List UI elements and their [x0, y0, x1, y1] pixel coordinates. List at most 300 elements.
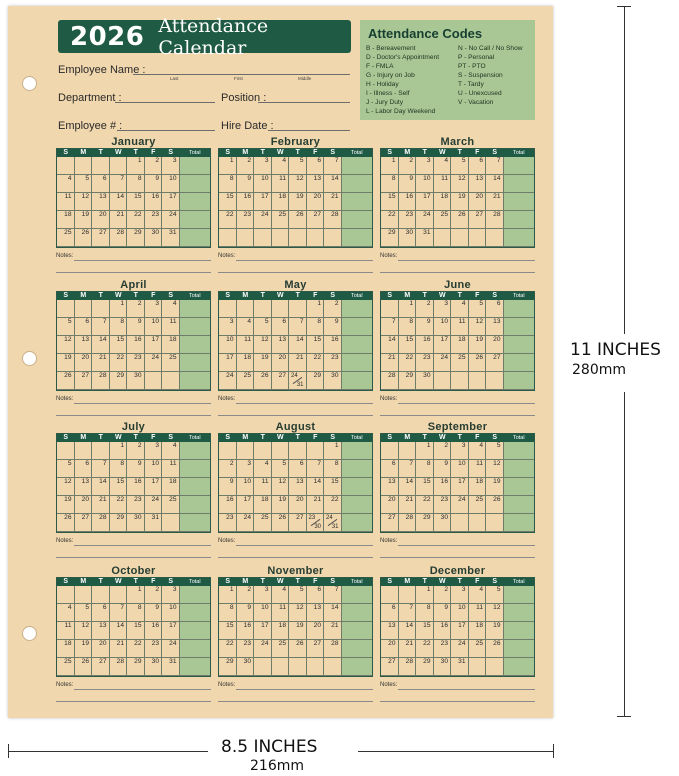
day-cell[interactable]: 26 — [486, 640, 504, 658]
day-cell[interactable]: 17 — [434, 336, 452, 354]
day-cell[interactable]: 11 — [254, 478, 272, 496]
day-cell[interactable]: 15 — [110, 336, 128, 354]
day-cell[interactable]: 14 — [307, 478, 325, 496]
day-cell[interactable]: 16 — [237, 622, 255, 640]
day-cell[interactable]: 22 — [416, 496, 434, 514]
total-cell[interactable] — [180, 193, 211, 211]
day-cell[interactable]: 2 — [324, 300, 342, 318]
day-cell[interactable]: 3 — [416, 157, 434, 175]
day-cell[interactable]: 6 — [381, 460, 399, 478]
day-cell[interactable]: 26 — [75, 229, 93, 247]
day-cell[interactable] — [469, 658, 487, 676]
day-cell[interactable]: 21 — [381, 354, 399, 372]
day-cell[interactable] — [324, 229, 342, 247]
day-cell[interactable]: 15 — [399, 336, 417, 354]
day-cell[interactable]: 3 — [162, 586, 180, 604]
day-cell[interactable] — [381, 300, 399, 318]
notes-line[interactable] — [74, 689, 211, 690]
day-cell[interactable] — [75, 586, 93, 604]
day-cell[interactable]: 6 — [289, 460, 307, 478]
day-cell[interactable]: 29 — [219, 658, 237, 676]
day-cell[interactable]: 4 — [162, 442, 180, 460]
day-cell[interactable]: 18 — [237, 354, 255, 372]
day-cell[interactable]: 7 — [110, 604, 128, 622]
day-cell[interactable] — [486, 229, 504, 247]
total-cell[interactable] — [180, 211, 211, 229]
day-cell[interactable]: 13 — [92, 622, 110, 640]
total-cell[interactable] — [504, 336, 535, 354]
total-cell[interactable] — [342, 622, 373, 640]
day-cell[interactable]: 1 — [219, 157, 237, 175]
day-cell[interactable]: 17 — [219, 354, 237, 372]
day-cell[interactable] — [289, 442, 307, 460]
day-cell[interactable]: 9 — [416, 318, 434, 336]
day-cell[interactable]: 24 — [254, 211, 272, 229]
day-cell[interactable]: 18 — [162, 336, 180, 354]
day-cell[interactable]: 8 — [416, 460, 434, 478]
day-cell[interactable]: 1 — [381, 157, 399, 175]
day-cell[interactable]: 9 — [434, 460, 452, 478]
day-cell[interactable]: 24 — [416, 211, 434, 229]
day-cell[interactable] — [162, 514, 180, 532]
day-cell[interactable]: 1 — [110, 300, 128, 318]
day-cell[interactable]: 17 — [162, 193, 180, 211]
day-cell[interactable]: 9 — [127, 460, 145, 478]
day-cell[interactable]: 17 — [145, 478, 163, 496]
day-cell[interactable]: 28 — [92, 372, 110, 390]
day-cell[interactable]: 14 — [289, 336, 307, 354]
day-cell[interactable]: 25 — [451, 354, 469, 372]
day-cell[interactable]: 6 — [307, 157, 325, 175]
day-cell[interactable] — [399, 586, 417, 604]
day-cell[interactable]: 17 — [237, 496, 255, 514]
day-cell[interactable]: 6 — [381, 604, 399, 622]
day-cell[interactable]: 8 — [127, 175, 145, 193]
day-cell[interactable]: 14 — [381, 336, 399, 354]
day-cell[interactable]: 25 — [57, 229, 75, 247]
day-cell[interactable]: 26 — [289, 211, 307, 229]
day-cell[interactable]: 27 — [92, 658, 110, 676]
day-cell[interactable]: 23 — [399, 211, 417, 229]
employee-number-line[interactable] — [117, 130, 215, 131]
day-cell[interactable]: 9 — [434, 604, 452, 622]
day-cell[interactable]: 14 — [110, 622, 128, 640]
day-cell[interactable]: 27 — [307, 640, 325, 658]
day-cell[interactable]: 28 — [324, 211, 342, 229]
day-cell[interactable]: 23 — [127, 496, 145, 514]
day-cell[interactable]: 16 — [145, 193, 163, 211]
day-cell[interactable]: 24 — [219, 372, 237, 390]
day-cell[interactable]: 28 — [110, 658, 128, 676]
day-cell[interactable]: 17 — [145, 336, 163, 354]
day-cell[interactable]: 16 — [145, 622, 163, 640]
day-cell[interactable]: 11 — [451, 318, 469, 336]
day-cell[interactable]: 28 — [92, 514, 110, 532]
day-cell[interactable]: 6 — [75, 318, 93, 336]
day-cell[interactable]: 20 — [381, 640, 399, 658]
day-cell[interactable]: 28 — [399, 514, 417, 532]
day-cell[interactable]: 1 — [127, 586, 145, 604]
day-cell[interactable]: 16 — [399, 193, 417, 211]
notes-line[interactable] — [236, 403, 373, 404]
day-cell[interactable]: 10 — [254, 175, 272, 193]
day-cell[interactable]: 23 — [237, 640, 255, 658]
day-cell[interactable]: 18 — [162, 478, 180, 496]
day-cell[interactable]: 16 — [219, 496, 237, 514]
day-cell[interactable]: 10 — [451, 604, 469, 622]
day-cell[interactable]: 24 — [145, 354, 163, 372]
day-cell[interactable] — [75, 300, 93, 318]
day-cell[interactable]: 19 — [57, 354, 75, 372]
notes-line[interactable] — [398, 403, 535, 404]
day-cell[interactable]: 10 — [451, 460, 469, 478]
day-cell[interactable]: 7 — [289, 318, 307, 336]
day-cell[interactable]: 10 — [145, 460, 163, 478]
day-cell[interactable] — [307, 442, 325, 460]
day-cell[interactable]: 25 — [162, 496, 180, 514]
total-cell[interactable] — [180, 514, 211, 532]
total-cell[interactable] — [504, 640, 535, 658]
day-cell[interactable]: 29 — [110, 514, 128, 532]
total-cell[interactable] — [504, 175, 535, 193]
day-cell[interactable] — [289, 229, 307, 247]
day-cell[interactable] — [486, 658, 504, 676]
notes-line[interactable] — [56, 415, 211, 416]
day-cell[interactable]: 18 — [469, 622, 487, 640]
day-cell[interactable]: 13 — [272, 336, 290, 354]
day-cell[interactable]: 1 — [307, 300, 325, 318]
total-cell[interactable] — [504, 658, 535, 676]
total-cell[interactable] — [180, 318, 211, 336]
day-cell[interactable]: 12 — [451, 175, 469, 193]
day-cell[interactable]: 25 — [272, 640, 290, 658]
total-cell[interactable] — [504, 157, 535, 175]
department-line[interactable] — [115, 102, 215, 103]
day-cell[interactable] — [289, 300, 307, 318]
day-cell[interactable]: 18 — [434, 193, 452, 211]
day-cell[interactable]: 11 — [469, 604, 487, 622]
day-cell[interactable]: 8 — [399, 318, 417, 336]
day-cell[interactable]: 4 — [469, 442, 487, 460]
day-cell[interactable]: 18 — [57, 211, 75, 229]
day-cell[interactable]: 7 — [324, 586, 342, 604]
day-cell[interactable]: 7 — [307, 460, 325, 478]
day-cell[interactable]: 18 — [57, 640, 75, 658]
day-cell[interactable] — [254, 300, 272, 318]
day-cell[interactable]: 30 — [237, 658, 255, 676]
day-cell[interactable]: 24 — [237, 514, 255, 532]
day-cell[interactable]: 30 — [127, 514, 145, 532]
total-cell[interactable] — [342, 514, 373, 532]
day-cell[interactable]: 16 — [127, 478, 145, 496]
day-cell[interactable]: 23 — [434, 640, 452, 658]
day-cell[interactable]: 16 — [434, 622, 452, 640]
day-cell[interactable]: 25 — [434, 211, 452, 229]
total-cell[interactable] — [342, 640, 373, 658]
day-cell[interactable]: 7 — [110, 175, 128, 193]
day-cell[interactable] — [219, 229, 237, 247]
day-cell[interactable]: 4 — [434, 157, 452, 175]
day-cell[interactable]: 26 — [451, 211, 469, 229]
day-cell[interactable]: 26 — [289, 640, 307, 658]
day-cell[interactable]: 11 — [469, 460, 487, 478]
day-cell[interactable]: 26 — [75, 658, 93, 676]
day-cell[interactable]: 29 — [127, 229, 145, 247]
day-cell[interactable]: 27 — [469, 211, 487, 229]
day-cell[interactable]: 16 — [324, 336, 342, 354]
day-cell[interactable] — [451, 372, 469, 390]
day-cell[interactable]: 3 — [145, 442, 163, 460]
day-cell[interactable]: 13 — [381, 478, 399, 496]
day-cell[interactable]: 8 — [416, 604, 434, 622]
day-cell[interactable]: 1 — [324, 442, 342, 460]
day-cell[interactable]: 26 — [57, 372, 75, 390]
day-cell[interactable]: 8 — [127, 604, 145, 622]
day-cell[interactable]: 6 — [307, 586, 325, 604]
day-cell[interactable] — [272, 442, 290, 460]
day-cell[interactable]: 19 — [486, 622, 504, 640]
day-cell[interactable]: 19 — [486, 478, 504, 496]
day-cell[interactable]: 29 — [416, 514, 434, 532]
day-cell[interactable]: 18 — [451, 336, 469, 354]
day-cell[interactable]: 17 — [416, 193, 434, 211]
total-cell[interactable] — [342, 586, 373, 604]
day-cell[interactable]: 22 — [110, 354, 128, 372]
day-cell[interactable] — [451, 229, 469, 247]
day-cell[interactable]: 22 — [127, 211, 145, 229]
day-cell[interactable]: 8 — [219, 604, 237, 622]
day-cell[interactable]: 27 — [307, 211, 325, 229]
day-cell[interactable]: 28 — [110, 229, 128, 247]
total-cell[interactable] — [180, 157, 211, 175]
total-cell[interactable] — [180, 658, 211, 676]
day-cell[interactable]: 7 — [381, 318, 399, 336]
day-cell[interactable]: 5 — [57, 460, 75, 478]
total-cell[interactable] — [342, 442, 373, 460]
day-cell[interactable]: 20 — [307, 622, 325, 640]
day-cell[interactable]: 17 — [162, 622, 180, 640]
day-cell[interactable]: 27 — [75, 514, 93, 532]
total-cell[interactable] — [504, 496, 535, 514]
day-cell[interactable]: 31 — [162, 658, 180, 676]
day-cell[interactable]: 10 — [162, 604, 180, 622]
day-cell[interactable] — [57, 586, 75, 604]
total-cell[interactable] — [504, 372, 535, 390]
day-cell[interactable]: 9 — [399, 175, 417, 193]
day-cell[interactable]: 23 — [145, 211, 163, 229]
day-cell[interactable]: 6 — [272, 318, 290, 336]
day-cell[interactable] — [237, 229, 255, 247]
day-cell[interactable]: 29 — [307, 372, 325, 390]
total-cell[interactable] — [342, 372, 373, 390]
notes-line[interactable] — [56, 557, 211, 558]
day-cell[interactable]: 21 — [399, 496, 417, 514]
day-cell[interactable]: 17 — [451, 622, 469, 640]
day-cell[interactable] — [237, 442, 255, 460]
day-cell[interactable]: 2 — [434, 442, 452, 460]
day-cell[interactable] — [92, 442, 110, 460]
day-cell[interactable]: 24 — [451, 640, 469, 658]
day-cell[interactable]: 7 — [324, 157, 342, 175]
day-cell[interactable]: 13 — [75, 478, 93, 496]
notes-line[interactable] — [218, 701, 373, 702]
day-cell[interactable]: 5 — [289, 157, 307, 175]
day-cell[interactable]: 30 — [145, 658, 163, 676]
notes-line[interactable] — [380, 701, 535, 702]
day-cell[interactable]: 16 — [434, 478, 452, 496]
day-cell[interactable]: 7 — [399, 460, 417, 478]
day-cell[interactable]: 10 — [254, 604, 272, 622]
day-cell[interactable]: 28 — [381, 372, 399, 390]
day-cell[interactable]: 21 — [289, 354, 307, 372]
day-cell[interactable]: 4 — [237, 318, 255, 336]
day-cell[interactable]: 27 — [75, 372, 93, 390]
total-cell[interactable] — [504, 514, 535, 532]
day-cell[interactable]: 25 — [254, 514, 272, 532]
day-cell[interactable]: 3 — [162, 157, 180, 175]
day-cell[interactable] — [307, 658, 325, 676]
day-cell[interactable]: 1 — [127, 157, 145, 175]
day-cell[interactable]: 19 — [451, 193, 469, 211]
day-cell[interactable] — [92, 586, 110, 604]
day-cell[interactable]: 11 — [237, 336, 255, 354]
day-cell[interactable]: 7 — [486, 157, 504, 175]
day-cell[interactable]: 13 — [92, 193, 110, 211]
day-cell[interactable] — [75, 157, 93, 175]
day-cell[interactable]: 2 — [416, 300, 434, 318]
day-cell[interactable]: 28 — [399, 658, 417, 676]
day-cell[interactable]: 12 — [75, 622, 93, 640]
day-cell[interactable] — [324, 658, 342, 676]
day-cell[interactable] — [162, 372, 180, 390]
day-cell[interactable]: 5 — [289, 586, 307, 604]
total-cell[interactable] — [180, 300, 211, 318]
day-cell[interactable]: 8 — [307, 318, 325, 336]
day-cell[interactable]: 12 — [57, 336, 75, 354]
day-cell[interactable]: 6 — [75, 460, 93, 478]
total-cell[interactable] — [342, 354, 373, 372]
day-cell[interactable]: 31 — [451, 658, 469, 676]
day-cell[interactable]: 8 — [324, 460, 342, 478]
notes-line[interactable] — [380, 272, 535, 273]
notes-line[interactable] — [218, 557, 373, 558]
total-cell[interactable] — [342, 460, 373, 478]
day-cell[interactable]: 24 — [162, 640, 180, 658]
day-cell[interactable]: 21 — [92, 496, 110, 514]
day-cell[interactable]: 7 — [399, 604, 417, 622]
day-cell[interactable] — [272, 229, 290, 247]
total-cell[interactable] — [342, 336, 373, 354]
total-cell[interactable] — [180, 460, 211, 478]
day-cell[interactable] — [219, 442, 237, 460]
day-cell[interactable]: 30 — [127, 372, 145, 390]
day-cell[interactable] — [110, 586, 128, 604]
day-cell[interactable]: 19 — [75, 640, 93, 658]
day-cell[interactable]: 15 — [110, 478, 128, 496]
day-cell[interactable]: 23 — [145, 640, 163, 658]
day-cell[interactable]: 8 — [219, 175, 237, 193]
day-cell[interactable] — [289, 372, 307, 390]
day-cell[interactable]: 14 — [110, 193, 128, 211]
day-cell[interactable]: 3 — [434, 300, 452, 318]
day-cell[interactable]: 3 — [219, 318, 237, 336]
day-cell[interactable]: 22 — [381, 211, 399, 229]
day-cell[interactable]: 21 — [324, 622, 342, 640]
day-cell[interactable]: 18 — [469, 478, 487, 496]
notes-line[interactable] — [56, 272, 211, 273]
day-cell[interactable]: 1 — [416, 442, 434, 460]
day-cell[interactable] — [434, 372, 452, 390]
day-cell[interactable]: 4 — [57, 604, 75, 622]
day-cell[interactable]: 19 — [272, 496, 290, 514]
day-cell[interactable]: 12 — [486, 460, 504, 478]
day-cell[interactable]: 14 — [324, 604, 342, 622]
day-cell[interactable]: 2 — [237, 586, 255, 604]
day-cell[interactable]: 12 — [254, 336, 272, 354]
day-cell[interactable] — [469, 514, 487, 532]
day-cell[interactable]: 12 — [75, 193, 93, 211]
day-cell[interactable]: 24 — [145, 496, 163, 514]
total-cell[interactable] — [342, 300, 373, 318]
day-cell[interactable]: 20 — [307, 193, 325, 211]
day-cell[interactable]: 2 — [237, 157, 255, 175]
total-cell[interactable] — [504, 354, 535, 372]
day-cell[interactable]: 3 — [451, 442, 469, 460]
notes-line[interactable] — [74, 545, 211, 546]
day-cell[interactable]: 30 — [399, 229, 417, 247]
total-cell[interactable] — [504, 318, 535, 336]
day-cell[interactable]: 11 — [57, 622, 75, 640]
day-cell[interactable]: 11 — [434, 175, 452, 193]
day-cell[interactable] — [469, 372, 487, 390]
day-cell[interactable]: 10 — [434, 318, 452, 336]
day-cell[interactable] — [399, 442, 417, 460]
total-cell[interactable] — [504, 229, 535, 247]
day-cell[interactable]: 23 — [127, 354, 145, 372]
day-cell[interactable]: 20 — [92, 211, 110, 229]
day-cell[interactable] — [486, 372, 504, 390]
day-cell[interactable]: 26 — [57, 514, 75, 532]
day-cell[interactable]: 29 — [416, 658, 434, 676]
day-cell[interactable]: 31 — [145, 514, 163, 532]
day-cell[interactable]: 9 — [145, 604, 163, 622]
employee-name-line[interactable] — [133, 74, 350, 75]
day-cell[interactable]: 10 — [219, 336, 237, 354]
day-cell[interactable]: 12 — [289, 175, 307, 193]
day-cell[interactable]: 5 — [469, 300, 487, 318]
day-cell[interactable]: 27 — [272, 372, 290, 390]
total-cell[interactable] — [342, 658, 373, 676]
day-cell[interactable]: 31 — [162, 229, 180, 247]
day-cell[interactable] — [307, 229, 325, 247]
day-cell[interactable]: 9 — [237, 175, 255, 193]
day-cell[interactable]: 9 — [237, 604, 255, 622]
day-cell[interactable]: 25 — [237, 372, 255, 390]
day-cell[interactable]: 13 — [289, 478, 307, 496]
day-cell[interactable]: 19 — [254, 354, 272, 372]
day-cell[interactable]: 21 — [324, 193, 342, 211]
day-cell[interactable]: 13 — [469, 175, 487, 193]
day-cell[interactable]: 26 — [469, 354, 487, 372]
day-cell[interactable]: 22 — [110, 496, 128, 514]
day-cell[interactable]: 21 — [399, 640, 417, 658]
day-cell[interactable]: 10 — [416, 175, 434, 193]
day-cell[interactable]: 12 — [486, 604, 504, 622]
day-cell[interactable]: 11 — [272, 604, 290, 622]
day-cell[interactable]: 25 — [272, 211, 290, 229]
notes-line[interactable] — [380, 415, 535, 416]
day-cell[interactable]: 7 — [92, 318, 110, 336]
